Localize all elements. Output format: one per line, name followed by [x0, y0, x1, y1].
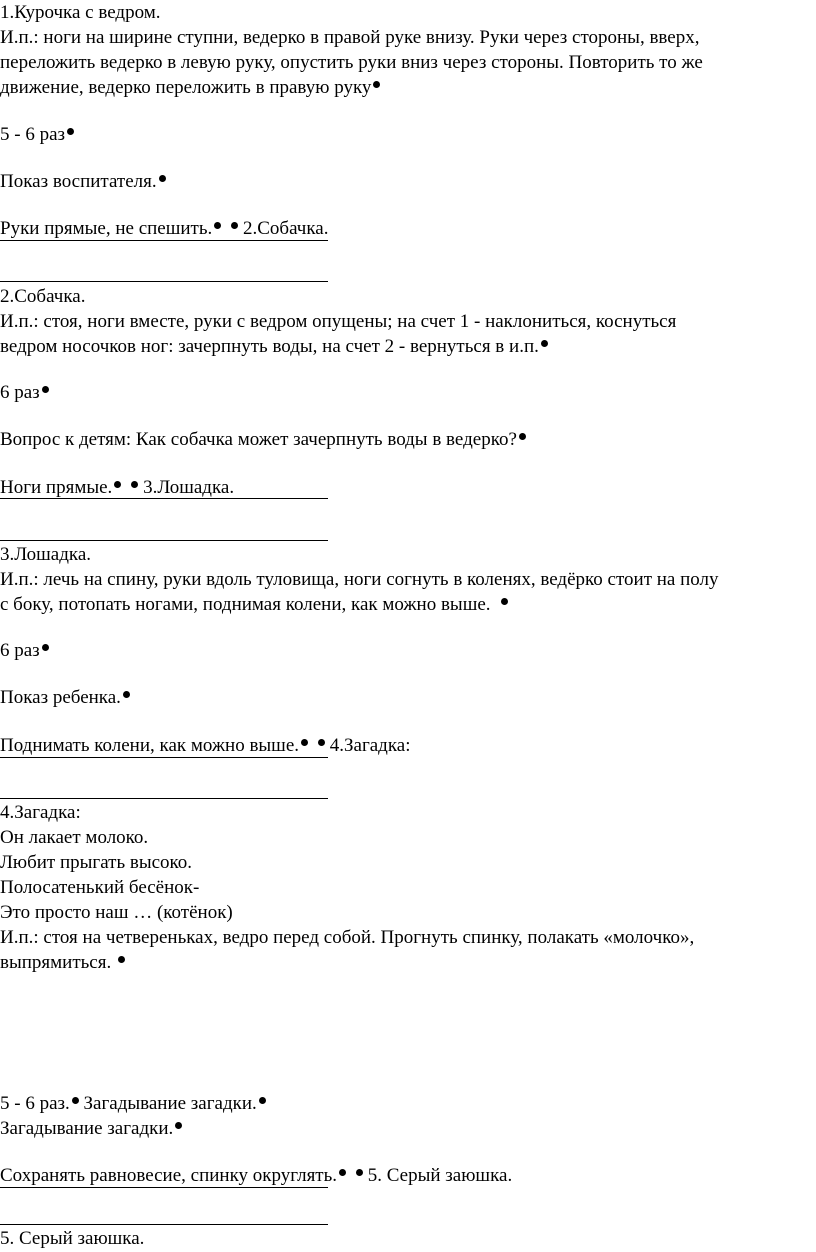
section-2-desc-line-1: И.п.: стоя, ноги вместе, руки с ведром опущены; на счет 1 - наклониться, коснуться: [0, 311, 677, 332]
divider: [0, 757, 328, 758]
bullet-icon: [301, 739, 308, 746]
bullet-icon: [541, 340, 548, 347]
section-3-dose: [0, 638, 49, 663]
section-3-method-text: Показ ребенка.: [0, 687, 121, 708]
section-1-title: 1.Курочка с ведром.: [0, 2, 161, 23]
section-2-dose: [0, 380, 49, 405]
section-4-dose: [0, 1091, 266, 1116]
divider: [0, 1187, 328, 1188]
bullet-icon: [114, 481, 121, 488]
section-2-desc-line-2: [0, 334, 548, 359]
riddle-line-2: Любит прыгать высоко.: [0, 852, 193, 873]
divider: [0, 498, 328, 499]
section-3-next-link[interactable]: 4.Загадка:: [329, 735, 411, 756]
divider: [0, 240, 328, 241]
bullet-icon: [339, 1169, 346, 1176]
section-1-desc-line-1: И.п.: ноги на ширине ступни, ведерко в правой руке внизу. Руки через стороны, вверх,: [0, 27, 700, 48]
riddle-line-3: Полосатенький бесёнок-: [0, 877, 200, 898]
section-4-dose-text: 5 - 6 раз.: [0, 1093, 70, 1114]
section-4-method-text: Загадывание загадки.: [0, 1118, 174, 1139]
section-4-desc-text: выпрямиться.: [0, 952, 112, 973]
section-4-method-inline: Загадывание загадки.: [83, 1093, 257, 1114]
section-1-method-text: Показ воспитателя.: [0, 171, 157, 192]
bullet-icon: [118, 956, 125, 963]
section-2-next-link[interactable]: 3.Лошадка.: [143, 477, 235, 498]
section-2-hint-text: Ноги прямые.: [0, 477, 113, 498]
section-3-desc-line-2: [0, 592, 508, 617]
bullet-icon: [42, 386, 49, 393]
section-3-desc-line-1: И.п.: лечь на спину, руки вдоль туловища, ноги согнуть в коленях, ведёрко стоит на полу: [0, 569, 719, 590]
bullet-icon: [356, 1169, 363, 1176]
section-1-hint-text: Руки прямые, не спешить.: [0, 218, 213, 239]
section-2-desc-text: ведром носочков ног: зачерпнуть воды, на счет 2 - вернуться в и.п.: [0, 336, 539, 357]
section-3-hint: [0, 733, 411, 758]
section-2-method: [0, 427, 526, 452]
divider: [0, 540, 328, 541]
bullet-icon: [159, 175, 166, 182]
bullet-icon: [42, 644, 49, 651]
riddle-line-1: Он лакает молоко.: [0, 827, 149, 848]
section-1-hint: [0, 216, 328, 241]
bullet-icon: [501, 598, 508, 605]
section-1-desc-line-2: переложить ведерко в левую руку, опустить руки вниз через стороны. Повторить то же: [0, 52, 703, 73]
section-4-desc-line-2: [0, 950, 125, 975]
section-1-method: [0, 169, 166, 194]
bullet-icon: [231, 222, 238, 229]
divider: [0, 798, 328, 799]
section-5-title: 5. Серый заюшка.: [0, 1228, 145, 1249]
section-4-desc-line-1: И.п.: стоя на четвереньках, ведро перед собой. Прогнуть спинку, полакать «молочко»,: [0, 927, 695, 948]
bullet-icon: [318, 739, 325, 746]
bullet-icon: [214, 222, 221, 229]
bullet-icon: [175, 1122, 182, 1129]
section-1-desc-text: движение, ведерко переложить в правую руку: [0, 77, 372, 98]
bullet-icon: [72, 1097, 79, 1104]
riddle-line-4: Это просто наш … (котёнок): [0, 902, 233, 923]
bullet-icon: [131, 481, 138, 488]
section-4-next-link[interactable]: 5. Серый заюшка.: [367, 1165, 513, 1186]
section-2-dose-text: 6 раз: [0, 382, 40, 403]
section-4-hint: [0, 1163, 512, 1188]
bullet-icon: [259, 1097, 266, 1104]
divider: [0, 281, 328, 282]
section-3-dose-text: 6 раз: [0, 640, 40, 661]
section-3-desc-text: с боку, потопать ногами, поднимая колени, как можно выше.: [0, 594, 491, 615]
bullet-icon: [373, 81, 380, 88]
section-3-hint-text: Поднимать колени, как можно выше.: [0, 735, 299, 756]
section-2-hint: [0, 475, 234, 500]
section-4-title: 4.Загадка:: [0, 802, 81, 823]
section-1-desc-line-3: [0, 75, 380, 100]
section-3-method: [0, 685, 130, 710]
section-4-method: [0, 1116, 182, 1141]
divider: [0, 1224, 328, 1225]
section-1-next-link[interactable]: 2.Собачка.: [243, 218, 329, 239]
section-1-dose-text: 5 - 6 раз: [0, 124, 66, 145]
section-4-hint-text: Сохранять равновесие, спинку округлять.: [0, 1165, 338, 1186]
section-3-title: 3.Лошадка.: [0, 544, 92, 565]
bullet-icon: [67, 128, 74, 135]
section-2-method-text: Вопрос к детям: Как собачка может зачерпнуть воды в ведерко?: [0, 429, 517, 450]
bullet-icon: [123, 691, 130, 698]
bullet-icon: [519, 433, 526, 440]
section-2-title: 2.Собачка.: [0, 286, 86, 307]
section-1-dose: [0, 122, 74, 147]
